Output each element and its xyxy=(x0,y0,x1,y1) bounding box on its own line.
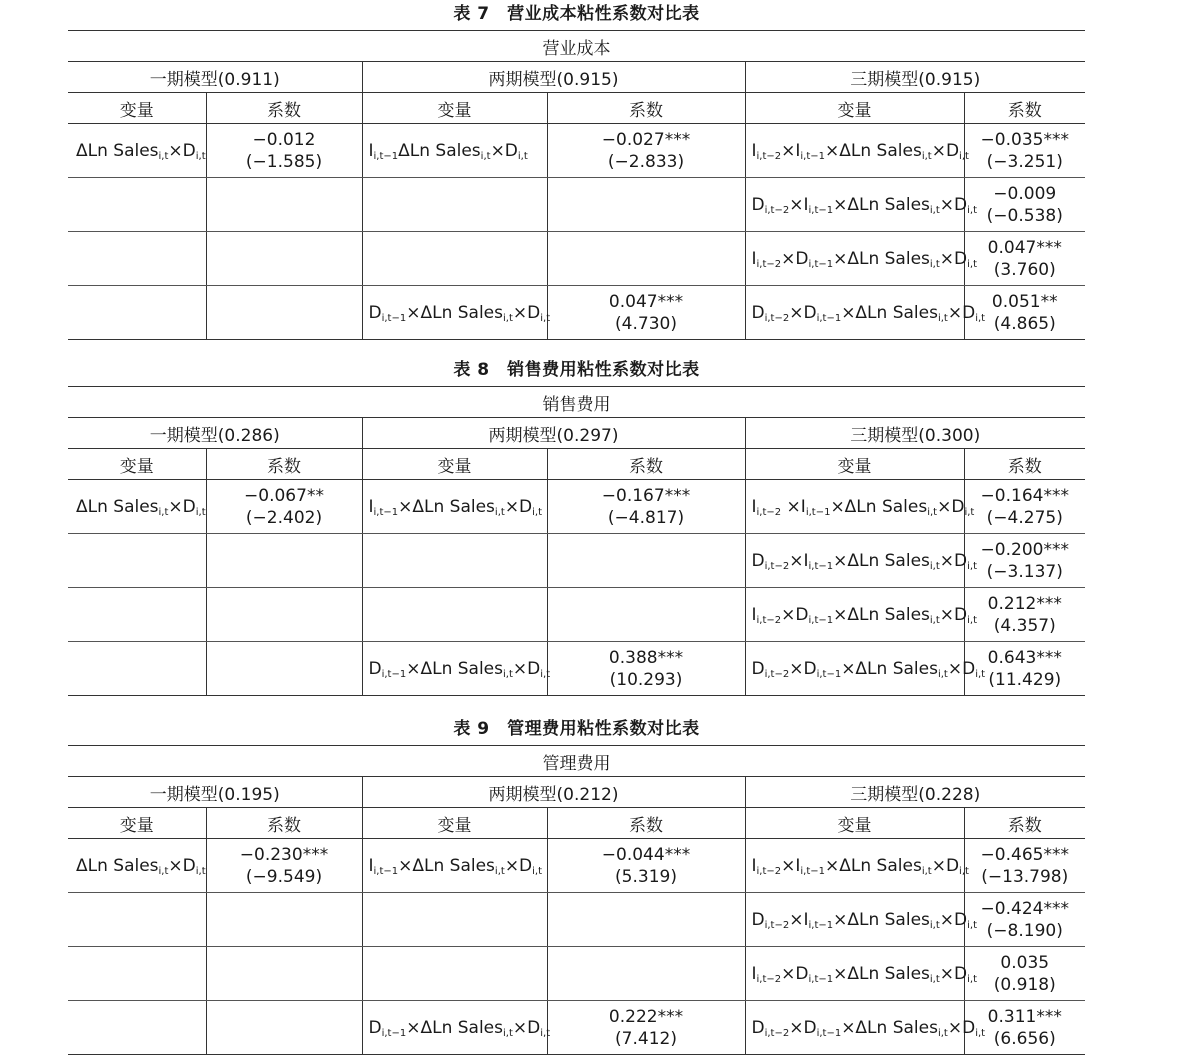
variable-cell: $I_{i,t-2}\times I_{i,t-1}\times\Delta Ln$ $Sales_{i,t}\times D_{i,t}$ xyxy=(745,124,964,178)
coefficient-cell: −0.164*** (−4.275) xyxy=(964,480,1085,534)
coefficient-cell: 0.222*** (7.412) xyxy=(547,1001,745,1055)
table-8 xyxy=(68,360,1085,696)
variable-cell: $I_{i,t-2}\times I_{i,t-1}\times\Delta Ln$ $Sales_{i,t}\times D_{i,t}$ xyxy=(745,839,964,893)
table-caption: 表 7 营业成本粘性系数对比表 xyxy=(453,4,700,24)
table-row xyxy=(68,588,1085,642)
coefficient-cell: −0.009 (−0.538) xyxy=(964,178,1085,232)
table-row xyxy=(68,642,1085,696)
coefficient-table xyxy=(68,386,1085,696)
column-header-coefficient: 系数 xyxy=(964,93,1085,124)
variable-cell: ΔLn $Sales_{i,t}\times D_{i,t}$ xyxy=(68,839,206,893)
model-2-header: 两期模型(0.212) xyxy=(362,777,745,808)
variable-cell: $D_{i,t-2}\times D_{i,t-1}\times\Delta Ln$ $Sales_{i,t}\times D_{i,t}$ xyxy=(745,286,964,340)
table-7 xyxy=(68,4,1085,340)
column-header-coefficient: 系数 xyxy=(206,93,362,124)
column-header-variable: 变量 xyxy=(362,808,547,839)
model-3-header: 三期模型(0.915) xyxy=(745,62,1085,93)
table-caption: 表 9 管理费用粘性系数对比表 xyxy=(453,719,700,739)
variable-cell: $I_{i,t-2}\times D_{i,t-1}\times\Delta Ln$ $Sales_{i,t}\times D_{i,t}$ xyxy=(745,947,964,1001)
column-header-coefficient: 系数 xyxy=(547,93,745,124)
coefficient-cell: −0.035*** (−3.251) xyxy=(964,124,1085,178)
column-header-coefficient: 系数 xyxy=(547,449,745,480)
column-header-variable: 变量 xyxy=(745,449,964,480)
model-2-header: 两期模型(0.915) xyxy=(362,62,745,93)
coefficient-cell: 0.035 (0.918) xyxy=(964,947,1085,1001)
model-1-header: 一期模型(0.195) xyxy=(68,777,362,808)
variable-cell: $D_{i,t-1}\times\Delta Ln$ $Sales_{i,t}\times D_{i,t}$ xyxy=(362,286,547,340)
coefficient-cell: 0.047*** (4.730) xyxy=(547,286,745,340)
coefficient-cell: 0.212*** (4.357) xyxy=(964,588,1085,642)
variable-cell: $I_{i,t-1}\Delta Ln$ $Sales_{i,t}\times D_{i,t}$ xyxy=(362,124,547,178)
column-header-variable: 变量 xyxy=(68,808,206,839)
table-row xyxy=(68,1001,1085,1055)
table-9 xyxy=(68,719,1085,1055)
table-row xyxy=(68,124,1085,178)
model-3-header: 三期模型(0.300) xyxy=(745,418,1085,449)
coefficient-cell: 0.047*** (3.760) xyxy=(964,232,1085,286)
variable-cell: $D_{i,t-1}\times\Delta Ln$ $Sales_{i,t}\times D_{i,t}$ xyxy=(362,642,547,696)
variable-cell: $D_{i,t-2}\times I_{i,t-1}\times\Delta Ln$ $Sales_{i,t}\times D_{i,t}$ xyxy=(745,178,964,232)
model-2-header: 两期模型(0.297) xyxy=(362,418,745,449)
table-row xyxy=(68,947,1085,1001)
coefficient-cell: −0.012 (−1.585) xyxy=(206,124,362,178)
column-header-variable: 变量 xyxy=(68,449,206,480)
coefficient-table xyxy=(68,30,1085,340)
column-header-variable: 变量 xyxy=(745,93,964,124)
column-header-coefficient: 系数 xyxy=(964,808,1085,839)
variable-cell: $D_{i,t-2}\times I_{i,t-1}\times\Delta Ln$ $Sales_{i,t}\times D_{i,t}$ xyxy=(745,893,964,947)
coefficient-table xyxy=(68,745,1085,1055)
variable-cell: $I_{i,t-1}\times\Delta Ln$ $Sales_{i,t}\times D_{i,t}$ xyxy=(362,480,547,534)
variable-cell: ΔLn $Sales_{i,t}\times D_{i,t}$ xyxy=(68,124,206,178)
coefficient-cell: −0.424*** (−8.190) xyxy=(964,893,1085,947)
table-row xyxy=(68,839,1085,893)
model-3-header: 三期模型(0.228) xyxy=(745,777,1085,808)
coefficient-cell: −0.167*** (−4.817) xyxy=(547,480,745,534)
column-header-coefficient: 系数 xyxy=(964,449,1085,480)
column-header-variable: 变量 xyxy=(362,449,547,480)
column-header-coefficient: 系数 xyxy=(206,449,362,480)
variable-cell: $D_{i,t-2}\times D_{i,t-1}\times\Delta Ln$ $Sales_{i,t}\times D_{i,t}$ xyxy=(745,1001,964,1055)
coefficient-cell: −0.044*** (5.319) xyxy=(547,839,745,893)
variable-cell: $I_{i,t-1}\times\Delta Ln$ $Sales_{i,t}\times D_{i,t}$ xyxy=(362,839,547,893)
variable-cell: $I_{i,t-2} \times I_{i,t-1}\times\Delta Ln$ $Sales_{i,t}\times D_{i,t}$ xyxy=(745,480,964,534)
model-1-header: 一期模型(0.911) xyxy=(68,62,362,93)
variable-cell: $I_{i,t-2}\times D_{i,t-1}\times\Delta Ln$ $Sales_{i,t}\times D_{i,t}$ xyxy=(745,588,964,642)
column-header-coefficient: 系数 xyxy=(206,808,362,839)
table-row xyxy=(68,178,1085,232)
coefficient-cell: 0.051** (4.865) xyxy=(964,286,1085,340)
table-row xyxy=(68,232,1085,286)
table-row xyxy=(68,480,1085,534)
table-row xyxy=(68,286,1085,340)
category-label: 销售费用 xyxy=(68,387,1085,418)
coefficient-cell: −0.200*** (−3.137) xyxy=(964,534,1085,588)
coefficient-cell: −0.027*** (−2.833) xyxy=(547,124,745,178)
model-1-header: 一期模型(0.286) xyxy=(68,418,362,449)
coefficient-cell: 0.643*** (11.429) xyxy=(964,642,1085,696)
column-header-variable: 变量 xyxy=(362,93,547,124)
table-caption: 表 8 销售费用粘性系数对比表 xyxy=(453,360,700,380)
category-label: 营业成本 xyxy=(68,31,1085,62)
column-header-variable: 变量 xyxy=(745,808,964,839)
column-header-coefficient: 系数 xyxy=(547,808,745,839)
variable-cell: ΔLn $Sales_{i,t}\times D_{i,t}$ xyxy=(68,480,206,534)
table-row xyxy=(68,893,1085,947)
variable-cell: $I_{i,t-2}\times D_{i,t-1}\times\Delta Ln$ $Sales_{i,t}\times D_{i,t}$ xyxy=(745,232,964,286)
coefficient-cell: −0.465*** (−13.798) xyxy=(964,839,1085,893)
category-label: 管理费用 xyxy=(68,746,1085,777)
variable-cell: $D_{i,t-1}\times\Delta Ln$ $Sales_{i,t}\times D_{i,t}$ xyxy=(362,1001,547,1055)
column-header-variable: 变量 xyxy=(68,93,206,124)
coefficient-cell: −0.230*** (−9.549) xyxy=(206,839,362,893)
coefficient-cell: 0.388*** (10.293) xyxy=(547,642,745,696)
coefficient-cell: 0.311*** (6.656) xyxy=(964,1001,1085,1055)
variable-cell: $D_{i,t-2}\times D_{i,t-1}\times\Delta Ln$ $Sales_{i,t}\times D_{i,t}$ xyxy=(745,642,964,696)
table-row xyxy=(68,534,1085,588)
variable-cell: $D_{i,t-2}\times I_{i,t-1}\times\Delta Ln$ $Sales_{i,t}\times D_{i,t}$ xyxy=(745,534,964,588)
coefficient-cell: −0.067** (−2.402) xyxy=(206,480,362,534)
